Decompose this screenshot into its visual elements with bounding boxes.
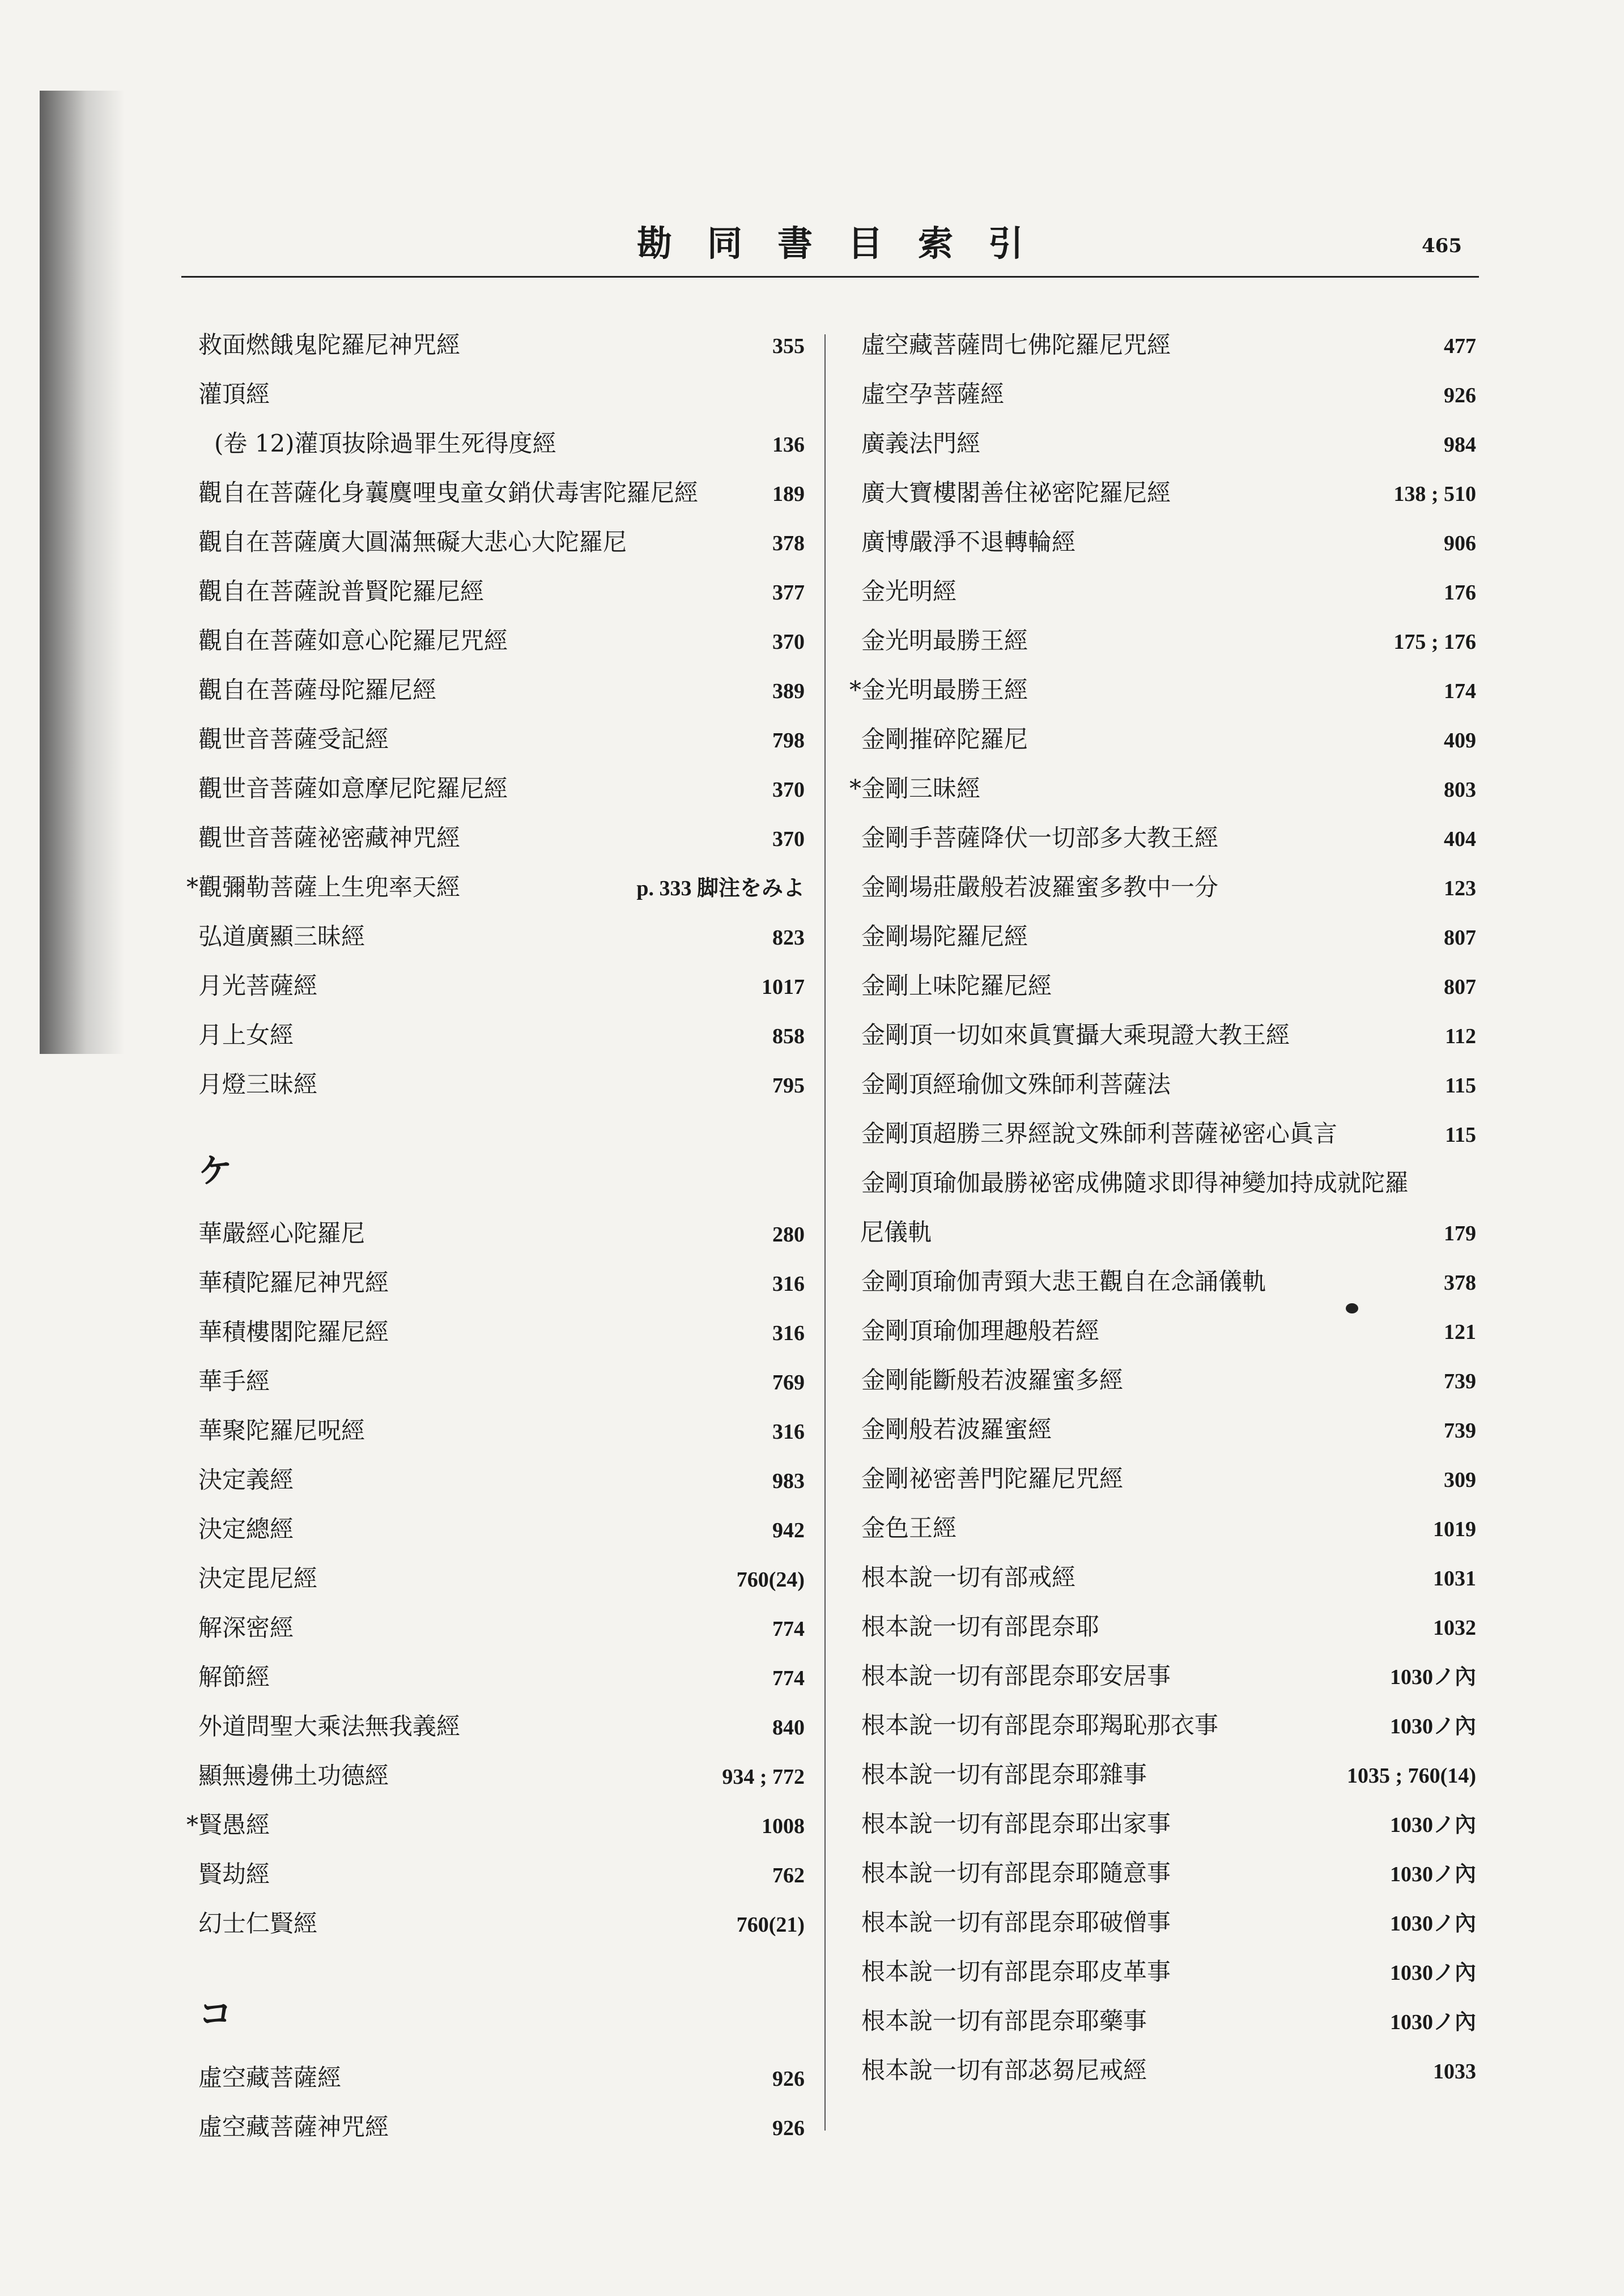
entry-title: [170, 1357, 270, 1406]
entry-title-text: 華聚陀羅尼呪經: [198, 1417, 365, 1444]
entry-title-text: 金光明最勝王經: [861, 627, 1028, 654]
entry-title: [844, 1355, 1123, 1405]
index-entry: [844, 1454, 1476, 1503]
entry-title-text: 金剛祕密善門陀羅尼咒經: [861, 1465, 1124, 1493]
entry-page-ref: 1017: [762, 975, 805, 999]
entry-title: [170, 320, 460, 369]
entry-title-text: 觀自在菩薩如意心陀羅尼咒經: [198, 627, 508, 654]
entry-title-text: 根本說一切有部毘奈耶藥事: [861, 2007, 1147, 2035]
index-entry: [844, 1207, 1476, 1257]
entry-title-text: 外道問聖大乘法無我義經: [198, 1712, 461, 1740]
index-entry: [170, 665, 805, 715]
index-entry: [844, 1355, 1476, 1405]
entry-page-ref: 1030ノ內: [1389, 1961, 1476, 1985]
entry-title-text: 灌頂經: [198, 380, 270, 408]
entry-page-ref: 377: [772, 581, 805, 605]
entry-page-ref: 1030ノ內: [1389, 1863, 1476, 1886]
entry-title: [844, 1060, 1171, 1109]
entry-title: [170, 764, 508, 813]
asterisk-mark: *: [849, 676, 861, 704]
entry-page-ref: 807: [1444, 975, 1476, 999]
entry-title: [844, 1553, 1075, 1602]
asterisk-mark: *: [186, 1811, 198, 1839]
index-entry: [170, 320, 805, 369]
index-entry: [844, 1060, 1476, 1109]
entry-title-text: 根本說一切有部毘奈耶破僧事: [861, 1908, 1171, 1936]
entry-title: [170, 616, 508, 665]
entry-page-ref: 774: [772, 1666, 805, 1690]
entry-page-ref: 1032: [1433, 1616, 1476, 1640]
entry-title-text: 觀世音菩薩受記經: [198, 725, 389, 753]
index-entry: [170, 1800, 805, 1849]
entry-title-text: 廣大寶樓閣善住祕密陀羅尼經: [861, 479, 1171, 507]
entry-title-text: 金剛場莊嚴般若波羅蜜多教中一分: [861, 873, 1219, 901]
entry-title-text: 金剛般若波羅蜜經: [861, 1415, 1052, 1443]
entry-title: [844, 517, 1075, 567]
index-entry: [170, 1357, 805, 1406]
entry-page-ref: 174: [1444, 679, 1476, 703]
entry-page-ref: 760(24): [736, 1568, 805, 1592]
entry-title-text: 根本說一切有部毘奈耶雜事: [861, 1761, 1147, 1788]
entry-title: [170, 1455, 294, 1504]
entry-title-text: 解深密經: [198, 1614, 294, 1642]
index-entry: [844, 1898, 1476, 1947]
index-entry: [170, 567, 805, 616]
index-entry: [844, 764, 1476, 813]
entry-title-text: 決定義經: [198, 1466, 294, 1494]
entry-title: [170, 813, 460, 862]
entry-title: [170, 912, 365, 961]
entry-title-text: 廣義法門經: [861, 430, 981, 457]
entry-title-text: 賢劫經: [198, 1860, 270, 1888]
entry-title: [170, 1800, 270, 1849]
entry-title-text: 金剛頂瑜伽靑頸大悲王觀自在念誦儀軌: [861, 1268, 1266, 1295]
index-entry: [844, 567, 1476, 616]
entry-title-text: 華積陀羅尼神咒經: [198, 1269, 389, 1296]
entry-title-text: 根本說一切有部戒經: [861, 1563, 1076, 1591]
entry-page-ref: 136: [772, 433, 805, 457]
entry-title: [844, 912, 1028, 961]
index-entry: [844, 616, 1476, 665]
index-entry: [170, 1209, 805, 1258]
left-entries: [170, 320, 805, 1109]
entry-page-ref: 370: [772, 630, 805, 654]
right-entries: [844, 320, 1476, 2095]
entry-title: [844, 1306, 1099, 1355]
entry-title: [170, 567, 484, 616]
entry-title-text: 決定總經: [198, 1515, 294, 1543]
entry-title: [170, 1504, 294, 1554]
index-entry: [170, 1652, 805, 1702]
entry-title: [844, 1651, 1171, 1700]
entry-title-text: 金光明最勝王經: [861, 676, 1028, 704]
entry-page-ref: 823: [772, 926, 805, 950]
index-entry: [844, 419, 1476, 468]
entry-title: [170, 1899, 317, 1948]
entry-page-ref: 934 ; 772: [722, 1765, 805, 1789]
entry-page-ref: 378: [1444, 1271, 1476, 1295]
entry-title: [844, 1750, 1147, 1799]
index-entry: [844, 517, 1476, 567]
index-entry: [170, 517, 805, 567]
page-header: [181, 215, 1479, 278]
entry-page-ref: 984: [1444, 433, 1476, 457]
entry-title: [844, 369, 1004, 419]
entry-page-ref: 1030ノ內: [1389, 1665, 1476, 1689]
entry-title: [844, 2046, 1147, 2095]
index-entry: [844, 1996, 1476, 2046]
entry-title-text: 金剛場陀羅尼經: [861, 922, 1028, 950]
index-entry: [170, 961, 805, 1010]
section-heading-ko: コ: [198, 1995, 232, 2034]
index-entry: [844, 1109, 1476, 1158]
entry-title: [844, 1996, 1147, 2046]
index-entry: [844, 1700, 1476, 1750]
entry-title-text: 觀自在菩薩廣大圓滿無礙大悲心大陀羅尼: [198, 528, 627, 556]
index-entry: [844, 2046, 1476, 2095]
entry-title: [170, 715, 389, 764]
index-entry: [844, 862, 1476, 912]
entry-title: [844, 1503, 956, 1553]
entry-page-ref: 409: [1444, 729, 1476, 752]
index-entry: [170, 468, 805, 517]
ink-speck: [1346, 1303, 1358, 1313]
entry-page-ref: 316: [772, 1420, 805, 1444]
index-entry: [170, 2053, 805, 2102]
entry-title: [170, 1702, 460, 1751]
index-entry: [844, 1553, 1476, 1602]
entry-title-text: 根本說一切有部毘奈耶出家事: [861, 1810, 1171, 1838]
index-entry: [170, 369, 805, 419]
index-entry: [170, 1603, 805, 1652]
entry-page-ref: 138 ; 510: [1393, 482, 1476, 506]
entry-page-ref: 1030ノ內: [1389, 1912, 1476, 1936]
entry-title: [170, 1010, 294, 1060]
entry-title-text: 觀自在菩薩說普賢陀羅尼經: [198, 577, 484, 605]
index-entry: [170, 616, 805, 665]
entry-title: [170, 961, 317, 1010]
entry-page-ref: 112: [1445, 1024, 1476, 1048]
entry-title-text: 虛空孕菩薩經: [861, 380, 1005, 408]
entry-title-text: 金剛頂經瑜伽文殊師利菩薩法: [861, 1070, 1171, 1098]
index-entry: [170, 1899, 805, 1948]
entry-title-text: 虛空藏菩薩問七佛陀羅尼咒經: [861, 331, 1171, 359]
entry-page-ref: 1031: [1433, 1567, 1476, 1591]
index-entry: [170, 1849, 805, 1899]
entry-page-ref: 404: [1444, 827, 1476, 851]
entry-page-ref: 1030ノ內: [1389, 2010, 1476, 2034]
index-entry: [844, 369, 1476, 419]
entry-title: [170, 419, 556, 468]
entry-page-ref: 795: [772, 1074, 805, 1098]
entry-title-text: 金色王經: [861, 1514, 957, 1542]
ke-entries: [170, 1209, 805, 1948]
entry-page-ref: 370: [772, 827, 805, 851]
entry-title: [844, 1207, 932, 1257]
entry-title-text: 虛空藏菩薩經: [198, 2064, 342, 2091]
entry-title: [844, 1602, 1099, 1651]
index-entry: [844, 912, 1476, 961]
entry-title: [844, 1158, 1409, 1207]
entry-title-text: 根本說一切有部毘奈耶皮革事: [861, 1958, 1171, 1985]
index-entry: [844, 715, 1476, 764]
entry-title-text: 華嚴經心陀羅尼: [198, 1219, 365, 1247]
entry-title: [170, 1603, 294, 1652]
left-column: [170, 320, 805, 2152]
entry-title: [170, 468, 698, 517]
entry-title-text: 金剛頂瑜伽最勝祕密成佛隨求即得神變加持成就陀羅: [861, 1169, 1409, 1197]
entry-page-ref: 179: [1444, 1222, 1476, 1245]
entry-title: [844, 961, 1052, 1010]
entry-page-ref: 389: [772, 679, 805, 703]
entry-title: [170, 2102, 389, 2152]
index-entry: [844, 1602, 1476, 1651]
index-entry: [170, 862, 805, 912]
index-entry: [844, 961, 1476, 1010]
entry-title: [844, 567, 956, 616]
index-entry: [170, 1258, 805, 1307]
index-entry: [844, 1405, 1476, 1454]
scan-edge-shadow: [40, 91, 125, 1054]
entry-page-ref: 115: [1445, 1074, 1476, 1098]
entry-title: [170, 1209, 365, 1258]
index-entry: [170, 1504, 805, 1554]
index-entry: [170, 1455, 805, 1504]
entry-title: [170, 1406, 365, 1455]
entry-page-ref: 739: [1444, 1419, 1476, 1443]
entry-title: [844, 1848, 1171, 1898]
entry-page-ref: 121: [1444, 1320, 1476, 1344]
entry-page-ref: 798: [772, 729, 805, 752]
entry-page-ref: 1030ノ內: [1389, 1813, 1476, 1837]
entry-page-ref: 280: [772, 1223, 805, 1247]
entry-title-text: 根本說一切有部毘奈耶隨意事: [861, 1859, 1171, 1887]
index-entry: [844, 665, 1476, 715]
entry-title: [844, 1700, 1218, 1750]
entry-page-ref: 1030ノ內: [1389, 1715, 1476, 1738]
index-entry: [844, 813, 1476, 862]
entry-title: [170, 1307, 389, 1357]
entry-title-text: 金剛能斷般若波羅蜜多經: [861, 1366, 1124, 1394]
index-entry: [170, 1406, 805, 1455]
entry-page-ref: 739: [1444, 1370, 1476, 1393]
entry-title-text: 幻士仁賢經: [198, 1910, 318, 1937]
entry-page-ref: 309: [1444, 1468, 1476, 1492]
entry-title-text: 華積樓閣陀羅尼經: [198, 1318, 389, 1346]
entry-title-text: 根本說一切有部毘奈耶: [861, 1613, 1100, 1640]
entry-title-text: 觀世音菩薩祕密藏神咒經: [198, 824, 461, 852]
entry-title: [844, 419, 980, 468]
entry-title-text: 月上女經: [198, 1021, 294, 1049]
asterisk-mark: *: [849, 775, 861, 802]
entry-title: [170, 665, 436, 715]
entry-title-text: 金剛頂超勝三界經說文殊師利菩薩祕密心眞言: [861, 1120, 1338, 1147]
entry-page-ref: 1019: [1433, 1517, 1476, 1541]
entry-page-ref: 378: [772, 532, 805, 555]
index-entry: [844, 320, 1476, 369]
entry-title: [844, 1454, 1123, 1503]
entry-title-text: 決定毘尼經: [198, 1564, 318, 1592]
index-entry: [170, 419, 805, 468]
entry-page-ref: 189: [772, 482, 805, 506]
entry-page-ref: 840: [772, 1716, 805, 1740]
column-divider: [824, 334, 826, 2131]
entry-title-text: 顯無邊佛土功德經: [198, 1762, 389, 1789]
entry-title: [844, 862, 1218, 912]
entry-page-ref: 803: [1444, 778, 1476, 802]
entry-page-ref: 1033: [1433, 2060, 1476, 2084]
entry-title-text: 觀世音菩薩如意摩尼陀羅尼經: [198, 775, 508, 802]
entry-title: [844, 1257, 1266, 1306]
entry-title-text: 月光菩薩經: [198, 972, 318, 1000]
entry-title-text: 解節經: [198, 1663, 270, 1691]
index-entry: [170, 1702, 805, 1751]
entry-page-ref: 926: [1444, 384, 1476, 407]
entry-title-text: 根本說一切有部苾芻尼戒經: [861, 2056, 1147, 2084]
entry-page-ref: 175 ; 176: [1393, 630, 1476, 654]
entry-page-ref: 942: [772, 1519, 805, 1542]
entry-title: [844, 764, 980, 813]
index-entry: [170, 715, 805, 764]
index-entry: [170, 764, 805, 813]
index-entry: [844, 1257, 1476, 1306]
entry-page-ref: 926: [772, 2116, 805, 2140]
entry-title-text: 金剛手菩薩降伏一切部多大教王經: [861, 824, 1219, 852]
index-entry: [844, 1010, 1476, 1060]
entry-page-ref: 983: [772, 1469, 805, 1493]
entry-title: [844, 616, 1028, 665]
entry-title: [844, 665, 1028, 715]
index-entry: [170, 1010, 805, 1060]
index-entry: [170, 1751, 805, 1800]
index-entry: [170, 813, 805, 862]
index-entry: [844, 1158, 1476, 1207]
right-column: [844, 320, 1476, 2095]
entry-title-text: 金剛摧碎陀羅尼: [861, 725, 1028, 753]
entry-page-ref: p. 333 脚注をみよ: [636, 877, 805, 900]
index-entry: [844, 1306, 1476, 1355]
entry-title-text: 金剛頂瑜伽理趣般若經: [861, 1317, 1100, 1345]
index-entry: [170, 1554, 805, 1603]
entry-title-text: 弘道廣顯三昧經: [198, 922, 365, 950]
entry-title: [170, 1849, 270, 1899]
ko-entries: [170, 2053, 805, 2152]
entry-page-ref: 906: [1444, 532, 1476, 555]
entry-title-text: 觀彌勒菩薩上生兜率天經: [198, 873, 461, 901]
entry-title-text: 華手經: [198, 1367, 270, 1395]
entry-title: [844, 320, 1171, 369]
entry-page-ref: 762: [772, 1864, 805, 1887]
entry-title-text: 金光明經: [861, 577, 957, 605]
entry-title: [844, 1799, 1171, 1848]
entry-title: [170, 1652, 270, 1702]
index-entry: [844, 1799, 1476, 1848]
index-entry: [844, 1503, 1476, 1553]
index-entry: [844, 468, 1476, 517]
entry-title-text: 廣博嚴淨不退轉輪經: [861, 528, 1076, 556]
running-title: 勘同書目索引: [636, 223, 1058, 264]
entry-title: [170, 2053, 341, 2102]
entry-title-text: 觀自在菩薩母陀羅尼經: [198, 676, 437, 704]
entry-title: [170, 1258, 389, 1307]
index-entry: [844, 1651, 1476, 1700]
entry-title-text: 月燈三昧經: [198, 1070, 318, 1098]
entry-title-text: 虛空藏菩薩神咒經: [198, 2113, 389, 2141]
entry-page-ref: 355: [772, 334, 805, 358]
entry-page-ref: 807: [1444, 926, 1476, 950]
entry-page-ref: 1035 ; 760(14): [1347, 1764, 1476, 1788]
entry-title: [844, 813, 1218, 862]
index-entry: [844, 1750, 1476, 1799]
entry-page-ref: 370: [772, 778, 805, 802]
entry-title: [844, 1947, 1171, 1996]
index-entry: [170, 912, 805, 961]
index-entry: [844, 1947, 1476, 1996]
entry-page-ref: 316: [772, 1321, 805, 1345]
entry-page-ref: 123: [1444, 877, 1476, 900]
index-entry: [844, 1848, 1476, 1898]
entry-page-ref: 176: [1444, 581, 1476, 605]
entry-title: [844, 1109, 1337, 1158]
entry-page-ref: 760(21): [736, 1913, 805, 1937]
entry-title-text: 賢愚經: [198, 1811, 270, 1839]
entry-page-ref: 774: [772, 1617, 805, 1641]
entry-page-ref: 769: [772, 1371, 805, 1394]
entry-title-text: 金剛頂一切如來眞實攝大乘現證大教王經: [861, 1021, 1290, 1049]
page-number: 465: [1422, 235, 1462, 257]
entry-page-ref: 926: [772, 2067, 805, 2091]
index-entry: [170, 2102, 805, 2152]
entry-title: [844, 1898, 1171, 1947]
entry-title-text: 尼儀軌: [860, 1218, 932, 1246]
entry-title: [170, 1554, 317, 1603]
asterisk-mark: *: [186, 873, 198, 901]
entry-title: [844, 715, 1028, 764]
entry-page-ref: 1008: [762, 1814, 805, 1838]
index-entry: [170, 1060, 805, 1109]
entry-page-ref: 477: [1444, 334, 1476, 358]
entry-title: [170, 1751, 389, 1800]
entry-page-ref: 316: [772, 1272, 805, 1296]
entry-title-text: 金剛三昧經: [861, 775, 981, 802]
entry-page-ref: 115: [1445, 1123, 1476, 1147]
entry-title: [170, 862, 460, 912]
entry-title-text: 救面燃餓鬼陀羅尼神咒經: [198, 331, 461, 359]
entry-title-text: 金剛上味陀羅尼經: [861, 972, 1052, 1000]
entry-title: [170, 369, 270, 419]
entry-page-ref: 858: [772, 1024, 805, 1048]
entry-title: [844, 1405, 1052, 1454]
entry-title: [170, 1060, 317, 1109]
section-heading-ke: ケ: [198, 1151, 232, 1191]
entry-title: [844, 1010, 1290, 1060]
index-entry: [170, 1307, 805, 1357]
entry-title: [844, 468, 1171, 517]
entry-title: [170, 517, 627, 567]
entry-title-text: 觀自在菩薩化身蘘麌哩曳童女銷伏毒害陀羅尼經: [198, 479, 699, 507]
entry-title-text: (卷 12)灌頂抜除過罪生死得度經: [214, 430, 556, 457]
header-rule: [181, 276, 1479, 278]
entry-title-text: 根本說一切有部毘奈耶羯恥那衣事: [861, 1711, 1219, 1739]
entry-title-text: 根本說一切有部毘奈耶安居事: [861, 1662, 1171, 1690]
